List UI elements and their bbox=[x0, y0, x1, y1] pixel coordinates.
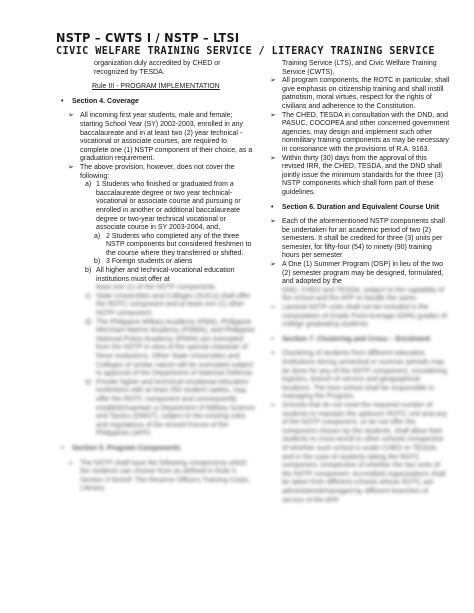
blurred-item-d: d) The Philippine Military Academy (PMA), Philippine Merchant Marine Academy (PMMA), and Philippine National Police Academy (PNPA) are exempted from the NSTP in view of the special character of these institutions. Other State Universities and Colleges of similar nature will be exempted subject to approval of the Department of National Defense. bbox=[85, 318, 255, 378]
section-4-heading: • Section 4. Coverage bbox=[61, 97, 139, 105]
arrow-bullet-icon: ➢ bbox=[270, 154, 276, 162]
right-column bbox=[268, 60, 450, 505]
bullet-icon: • bbox=[61, 97, 64, 105]
intro-text: organization duly accredited by CHED or recognized by TESDA. bbox=[94, 60, 221, 76]
blurred-item-c: c) State Universities and Colleges (SUCs) shall offer the ROTC component and at least one (1) other NSTP component. bbox=[85, 292, 251, 318]
bullet-icon: • bbox=[271, 203, 274, 211]
header-course-title: NSTP – CWTS I / NSTP – LTSI bbox=[56, 30, 240, 45]
blurred-paragraph: ➢ Lanseal NSTP units shall not be included in the computation of Grade Point Average (GPA) grades of college graduating students. bbox=[270, 304, 447, 329]
left-column bbox=[56, 60, 256, 494]
blurred-paragraph: ➢ Clustering of students from different education institutions during semestral or summer periods may be done for any of the NSTP component, considering logistics, branch of service and geographical locations. The host school shall be responsible in managing the Program. bbox=[270, 350, 447, 401]
component-paragraph-3: ➢ Within thirty (30) days from the approval of this revised IRR, the CHED, TESDA, and the DND shall jointly issue the minimum standards for the three (3) NSTP components which shall form part of these guidelines. bbox=[270, 154, 444, 196]
blurred-text: DND, CHED and TESDA, subject to the capability of the school and the AFP to handle the same. bbox=[282, 286, 445, 303]
arrow-bullet-icon: ➢ bbox=[270, 218, 276, 226]
section-6-heading: • Section 6. Duration and Equivalent Course Unit bbox=[271, 203, 440, 211]
arrow-bullet-icon: ➢ bbox=[270, 261, 276, 269]
exemption-item-b: b) All higher and technical-vocational education institutions must offer at bbox=[85, 267, 235, 283]
arrow-bullet-icon: ➢ bbox=[270, 111, 276, 119]
section-5-heading: • Section 5. Program Components bbox=[61, 444, 181, 452]
section-7-heading: • Section 7. Clustering and Cross – Enrolment bbox=[271, 335, 431, 343]
arrow-bullet-icon: ➢ bbox=[68, 112, 74, 120]
rule-title: Rule III - PROGRAM IMPLEMENTATION bbox=[92, 83, 220, 91]
exemption-item-a1: a) 1 Students who finished or graduated from a baccalaureate degree or two year technical-vocational or associate course and pursuing or enrolled in another or additional baccalaureate degree or two-year technical vocational or associate course in SY 2003-2004, and, bbox=[85, 181, 241, 232]
exemption-item-b3: b) 3 Foreign students or aliens bbox=[94, 258, 193, 266]
duration-paragraph-1: ➢ Each of the aforementioned NSTP components shall be undertaken for an academic period of two (2) semesters. It shall be credited for three (3) units per semester, for fifty-four (54) to ninety (90) training hours per semester bbox=[270, 218, 445, 260]
header-subtitle: CIVIC WELFARE TRAINING SERVICE / LITERACY TRAINING SERVICE bbox=[56, 46, 435, 57]
blurred-item-e: e) Private higher and technical-vocational education institutions with at least 350 student cadets, may offer the ROTC component and consequently establish/maintain a Department of Military Science and Tactics (DMST), subject to the existing rules and regulations of the Armed Forces of the Philippines (AFP). bbox=[85, 378, 256, 438]
arrow-bullet-icon: ➢ bbox=[68, 163, 74, 171]
component-paragraph-2: ➢ The CHED, TESDA in consultation with the DND, and PASUC, COCOPEA and other concerned government agencies, may design and implement such other nonmilitary training components as may be necessary in consonance with the provisions of R.A. 9163. bbox=[270, 111, 450, 153]
component-paragraph-1: ➢ All program components, the ROTC in particular, shall give emphasis on citizenship training and shall instill patriotism, moral virtues, respect for the rights of civilians and adherence to the Constitution. bbox=[270, 77, 450, 110]
blurred-text: least one (1) of the NSTP components. bbox=[96, 284, 217, 292]
blurred-paragraph: ➢ The NSTP shall have the following components which the students can choose from as defined in Rule II, Section 3 hereof: The Reserve Officers Training Corps, Literacy bbox=[68, 459, 251, 493]
duration-paragraph-2: ➢ A One (1) Summer Program (OSP) in lieu of the two (2) semester program may be designed, formulated, and adopted by the bbox=[270, 261, 444, 286]
blurred-paragraph: ➢ Schools that do not meet the required number of students to maintain the optimum ROTC unit and any of the NSTP component, or do not offer the component chosen by the students, shall allow their students to cross-enroll to other schools irrespective of whether such school is under CHED or TESDA; and in the case of students taking the ROTC component, irrespective of whether the two units of the NSTP component. Accredited organizations shall be taken from different schools whose ROTC are administered/managed by different branches of service of the AFP. bbox=[270, 401, 447, 504]
arrow-bullet-icon: ➢ bbox=[270, 77, 276, 85]
coverage-paragraph-2: ➢ The above provision, however, does not cover the following: bbox=[68, 163, 235, 180]
exemption-item-a2: a) 2 Students who completed any of the three NSTP components but considered freshmen to the course where they transferred or shifted. bbox=[94, 232, 252, 257]
coverage-paragraph-1: ➢ All incoming first year students, male and female; starting School Year (SY) 2002-2003, enrolled in any baccalaureate and in at least two (2) year technical - vocational or associate courses, are required to complete one (1) NSTP component of their choice, as a graduation requirement. bbox=[68, 112, 253, 163]
right-intro: Training Service (LTS), and Civic Welfare Training Service (CWTS). bbox=[282, 60, 437, 76]
